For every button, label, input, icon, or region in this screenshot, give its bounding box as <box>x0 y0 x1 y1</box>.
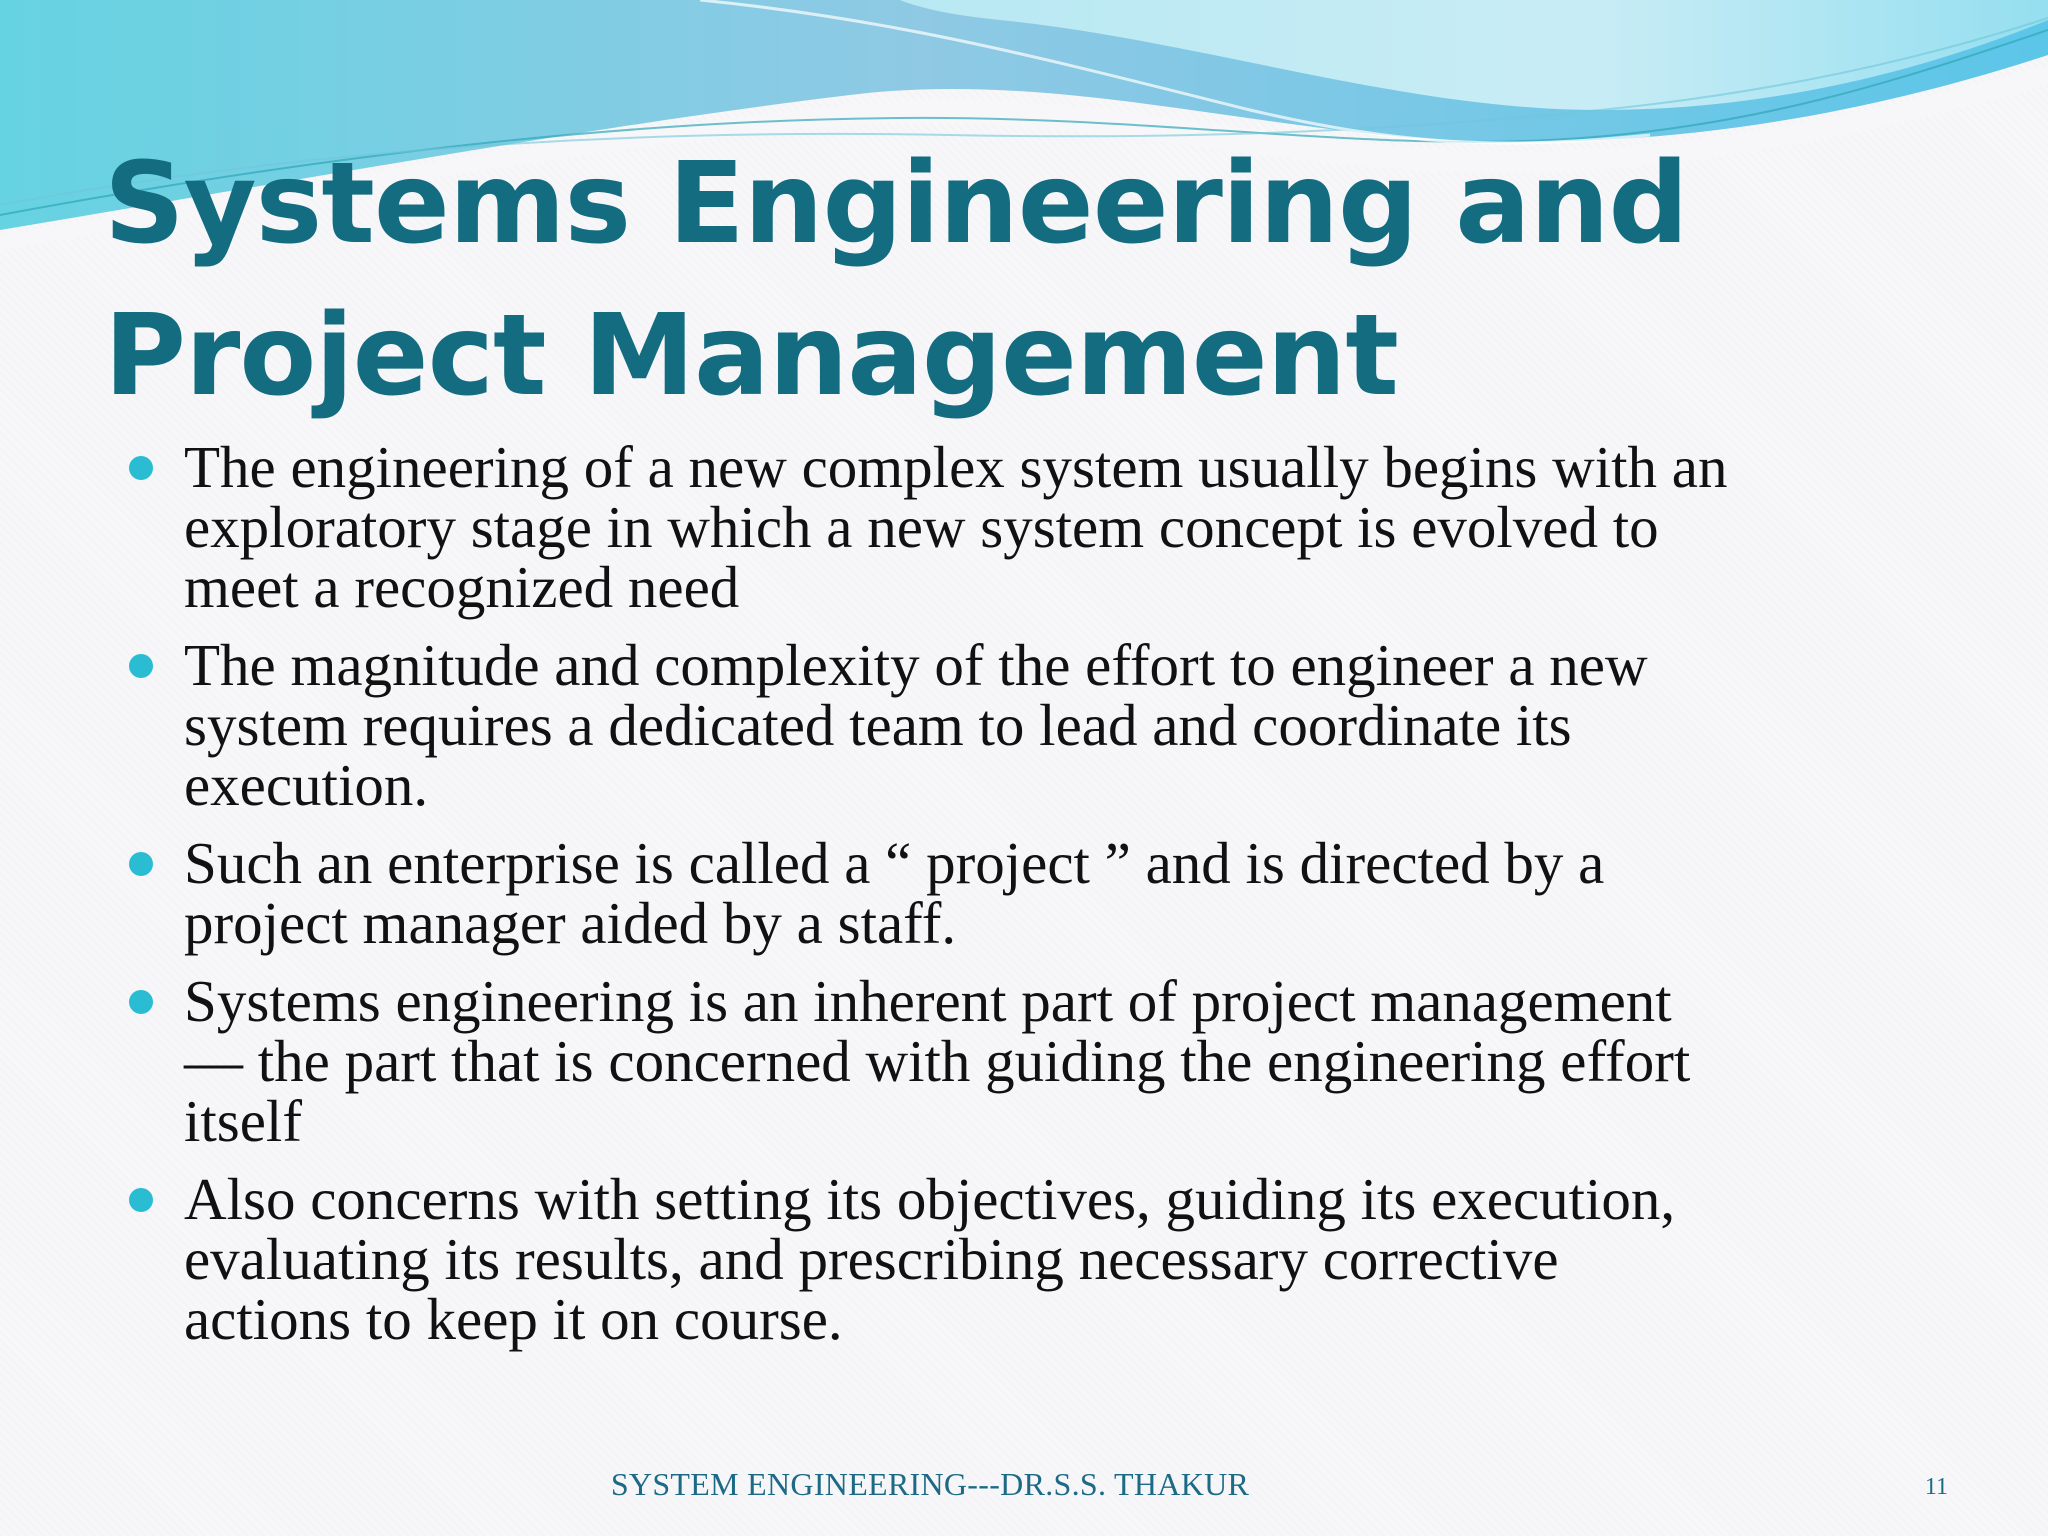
bullet-dot-icon <box>129 990 153 1014</box>
bullet-dot-icon <box>129 654 153 678</box>
bullet-dot-icon <box>129 1188 153 1212</box>
bullet-item <box>0 434 2048 620</box>
slide-title: Systems Engineering and Project Management <box>104 139 1688 421</box>
bullet-item <box>0 1166 2048 1352</box>
bullet-dot-icon <box>129 852 153 876</box>
slide-footer: SYSTEM ENGINEERING---DR.S.S. THAKUR <box>610 1466 1250 1502</box>
bullet-item <box>0 830 2048 956</box>
bullet-item <box>0 968 2048 1154</box>
bullet-text: The engineering of a new complex system usually begins with an exploratory stage in which a new system concept is evolved to meet a recognized need <box>184 434 1728 620</box>
bullet-list <box>0 434 2048 1367</box>
bullet-dot-icon <box>129 456 153 480</box>
page-number: 11 <box>1924 1474 1948 1500</box>
bullet-text: Systems engineering is an inherent part of project management — the part that is concerned with guiding the engineering effort itself <box>184 968 1691 1154</box>
bullet-text: The magnitude and complexity of the effort to engineer a new system requires a dedicated team to lead and coordinate its execution. <box>184 632 1648 818</box>
bullet-text: Also concerns with setting its objectives, guiding its execution, evaluating its results, and prescribing necessary corrective actions to keep it on course. <box>184 1166 1676 1352</box>
bullet-text: Such an enterprise is called a “ project ” and is directed by a project manager aided by a staff. <box>184 830 1605 956</box>
bullet-item <box>0 632 2048 818</box>
